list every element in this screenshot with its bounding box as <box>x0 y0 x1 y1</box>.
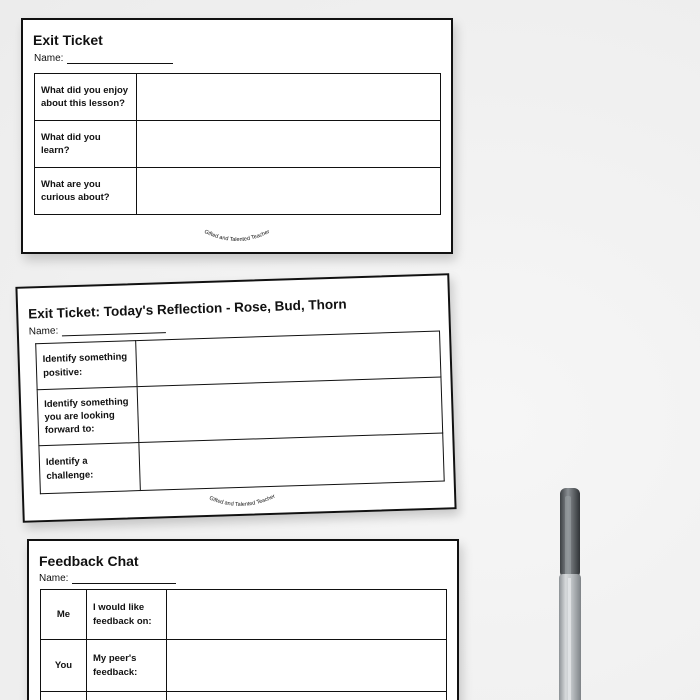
table-row <box>35 74 441 121</box>
card-title: Feedback Chat <box>39 553 139 569</box>
table-row <box>41 692 447 700</box>
card-title: Exit Ticket: Today's Reflection - Rose, Bud, Thorn <box>28 296 347 322</box>
table-row <box>41 640 447 692</box>
name-field <box>34 53 173 64</box>
table-row <box>41 590 447 640</box>
answer-cell <box>139 433 444 491</box>
answer-cell <box>137 377 443 443</box>
brand-logo <box>204 493 281 517</box>
table-row <box>35 121 441 168</box>
row-label: You <box>41 640 87 692</box>
feedback-chat-card <box>27 539 459 700</box>
question-cell: I would like feedback on: <box>87 590 167 640</box>
answer-cell <box>167 640 447 692</box>
question-cell: Identify something positive: <box>36 341 137 390</box>
question-cell <box>87 692 167 700</box>
answer-cell <box>137 74 441 121</box>
answer-cell <box>137 168 441 215</box>
question-table <box>34 73 441 215</box>
question-table <box>35 331 445 495</box>
name-field <box>29 322 167 337</box>
question-cell: What did you enjoy about this lesson? <box>35 74 137 121</box>
svg-text:Gifted and Talented Teacher: Gifted and Talented Teacher <box>208 493 277 508</box>
feedback-table <box>40 589 447 700</box>
brand-logo <box>199 228 275 252</box>
name-label: Name: <box>39 573 69 584</box>
table-row <box>35 168 441 215</box>
row-label <box>41 692 87 700</box>
row-label: Me <box>41 590 87 640</box>
svg-text:Gifted and Talented Teacher: Gifted and Talented Teacher <box>203 228 271 244</box>
card-title: Exit Ticket <box>33 32 103 48</box>
name-field <box>39 573 176 584</box>
exit-ticket-card <box>21 18 453 254</box>
name-label: Name: <box>28 325 59 338</box>
question-cell: Identify a challenge: <box>39 443 140 494</box>
answer-cell <box>167 692 447 700</box>
answer-cell <box>137 121 441 168</box>
question-cell: Identify something you are looking forward to: <box>37 387 139 446</box>
pen <box>557 486 585 700</box>
name-label: Name: <box>34 53 64 64</box>
question-cell: What did you learn? <box>35 121 137 168</box>
question-cell: My peer's feedback: <box>87 640 167 692</box>
rose-bud-thorn-card <box>15 273 456 523</box>
answer-cell <box>167 590 447 640</box>
question-cell: What are you curious about? <box>35 168 137 215</box>
